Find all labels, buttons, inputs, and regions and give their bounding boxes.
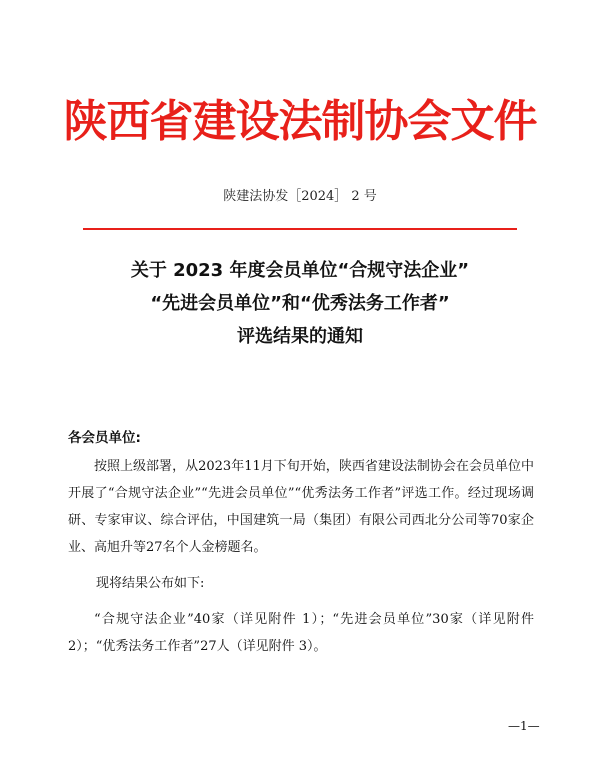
title-line-3: 评选结果的通知: [237, 326, 363, 347]
result-detail: “合规守法企业”40家（详见附件 1）；“先进会员单位”30家（详见附件 2）；“优秀法务工作者”27人（详见附件 3）。: [68, 612, 534, 654]
red-divider-line: [83, 228, 517, 230]
result-intro: 现将结果公布如下:: [96, 576, 205, 591]
body-paragraph: 按照上级部署，从2023年11月下旬开始，陕西省建设法制协会在会员单位中开展了“合规守法企业”“先进会员单位”“优秀法务工作者”评选工作。经过现场调研、专家审议、综合评估，中国建筑一局（集团）有限公司西北分公司等70家企业、高旭升等27名个人金榜题名。: [68, 459, 534, 555]
issuer-header: 陕西省建设法制协会文件: [63, 96, 537, 147]
document-number: 陕建法协发［2024］ 2 号: [223, 189, 377, 204]
salutation: 各会员单位:: [68, 430, 141, 446]
title-line-2: “先进会员单位”和“优秀法务工作者”: [150, 293, 450, 314]
notice-title: [40, 254, 560, 353]
page-number: —1—: [508, 719, 540, 733]
title-line-1: 关于 2023 年度会员单位“合规守法企业”: [130, 260, 470, 281]
